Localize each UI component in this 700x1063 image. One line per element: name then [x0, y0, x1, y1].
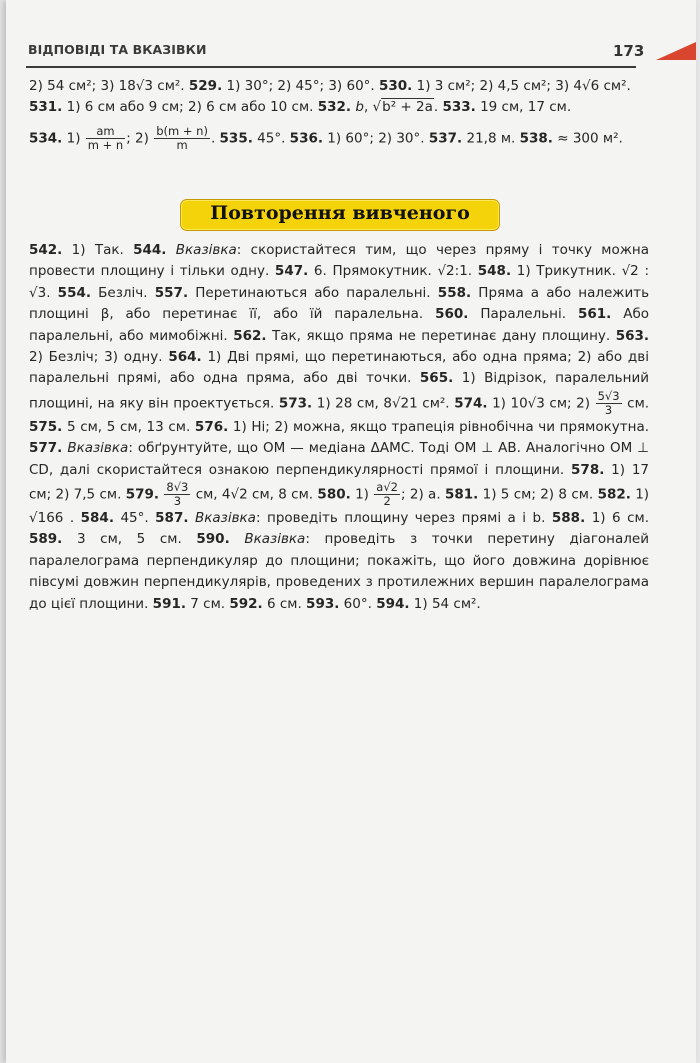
answers-line-1: 2) 54 см²; 3) 18√3 см². 529. 1) 30°; 2) 45°; 3) 60°. 530. 1) 3 см²; 2) 4,5 см²; 3) 4√6 см². [29, 78, 631, 94]
page-number: 173 [613, 42, 645, 60]
fraction: $\frac{b(m + n)}{m}$ [156, 123, 208, 152]
fraction: $\frac{a√2}{2}$ [376, 480, 398, 509]
book-page [6, 0, 696, 1063]
answers-line-2: 531. 1) 6 см або 9 см; 2) 6 см або 10 см. 532. b, √b² + 2a. 533. 19 см, 17 см. [29, 99, 572, 116]
answers-line-3: 534. 1) $\frac{am}{m + n}$ ; 2) $\frac{b(m + n)}{m}$ . 535. 45°. 536. 1) 60°; 2) 30°. 537. 21,8 м. 538. ≈ 300 м². [29, 123, 623, 152]
fraction: $\frac{8√3}{3}$ [166, 480, 189, 509]
section-heading: Повторення вивченого [210, 202, 470, 224]
header-rule [26, 66, 636, 68]
running-header-title: ВІДПОВІДІ ТА ВКАЗІВКИ [28, 42, 207, 57]
answers-block-review: 542. 1) Так. 544. Вказівка: скористайтеся тим, що через пряму і точку можна провести площину і тільки одну. 547. 6. Прямокутник. √2:1. 548. 1) Трикутник. √2 : √3. 554. Безліч. 557. Перетинаються або паралельні. 558. Пряма a або належить площині β, або перетинає її, або їй паралельна. 560. Паралельні. 561. Або паралельні, або мимобіжні. 562. Так, якщо пряма не перетинає дану площину. 563. 2) Безліч; 3) одну. 564. 1) Дві прямі, що перетинаються, або одна пряма; 2) або дві паралельні прямі, або одна пряма, або дві точки. 565. 1) Відрізок, паралельний площині, на яку він проектується. 573. 1) 28 см, 8√21 см². 574. 1) 10√3 см; 2) $\frac{5√3}{3}$ см. 575. 5 см, 5 см, 13 см. 576. 1) Ні; 2) можна, якщо трапеція рівнобічна чи прямокутна. 577. Вказівка: обґрунтуйте, що OM — медіана ΔAMC. Тоді OM ⊥ AB. Аналогічно OM ⊥ CD, далі скористайтеся ознакою перпендикулярності прямої і площини. 578. 1) 17 см; 2) 7,5 см. 579. $\frac{8√3}{3}$ см, 4√2 см, 8 см. 580. 1) $\frac{a√2}{2}$ ; 2) a. 581. 1) 5 см; 2) 8 см. 582. 1) √166 . 584. 45°. 587. Вказівка: проведіть площину через прямі a і b. 588. 1) 6 см. 589. 3 см, 5 см. 590. Вказівка: проведіть з точки перетину діагоналей паралелограма перпендикуляр до площини; покажіть, що його довжина дорівнює півсумі довжин перпендикулярів, проведених з протилежних вершин паралелограма до цієї площини. 591. 7 см. 592. 6 см. 593. 60°. 594. 1) 54 см². [29, 242, 650, 612]
section-heading-badge [180, 199, 500, 231]
header-accent-wedge [656, 40, 696, 66]
fraction: $\frac{5√3}{3}$ [597, 388, 620, 417]
fraction: $\frac{am}{m + n}$ [87, 123, 124, 152]
answers-block-top [29, 76, 649, 152]
